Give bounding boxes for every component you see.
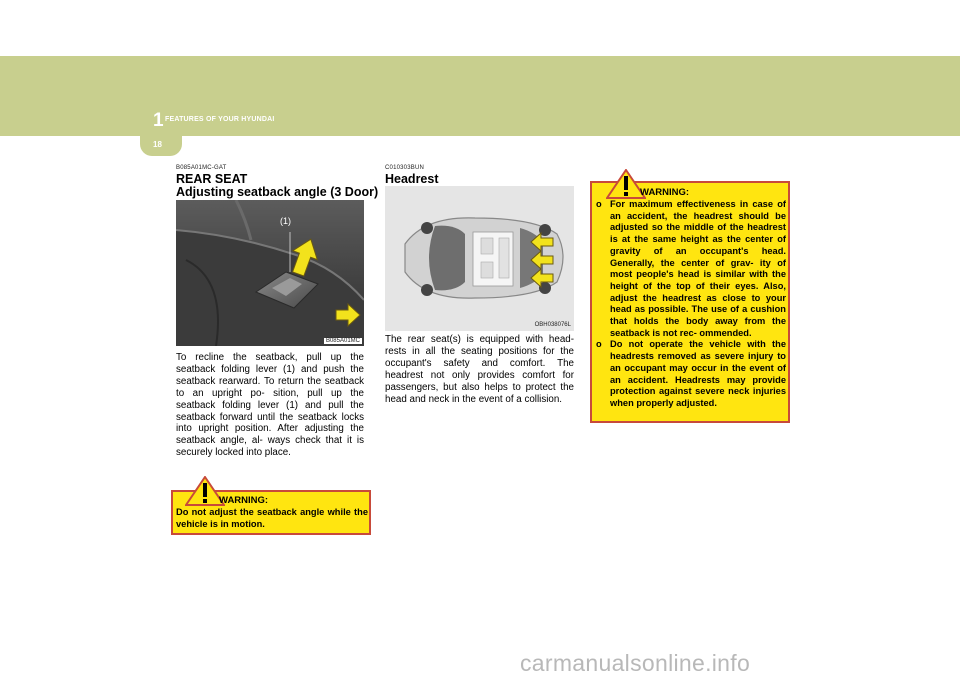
warning-bullet: o <box>596 339 602 350</box>
section-code: C010303BUN <box>385 165 425 171</box>
header-band <box>0 56 960 136</box>
seatback-instructions: To recline the seatback, pull up the seatback folding lever (1) and push the seatback rearward. To return the seatback to an upright po- sition, pull up the seatback folding lever (1) and pull the seatback forward until the seatback locks into upright position. After adjusting the seatback angle, al- ways check that it is securely locked into place. <box>176 352 364 459</box>
section-title: REAR SEAT <box>176 172 248 186</box>
chapter-title: FEATURES OF YOUR HYUNDAI <box>165 116 275 123</box>
image-caption: OBH038076L <box>534 322 571 328</box>
warning-title: WARNING: <box>640 187 690 198</box>
car-topview-illustration <box>385 186 574 331</box>
warning-text: Do not adjust the seatback angle while the vehicle is in motion. <box>176 507 368 529</box>
warning-item-text: Do not operate the vehicle with the headrests removed as severe injury to an occupant may occur in the event of an accident. Headrests may provide protection against severe neck injuries when properly adjusted. <box>610 339 786 408</box>
warning-item <box>594 199 786 339</box>
section-code: B085A01MC-GAT <box>176 165 227 171</box>
headrest-warning-box <box>590 181 790 423</box>
headrest-diagram <box>385 186 574 331</box>
warning-item-text: For maximum effectiveness in case of an accident, the headrest should be adjusted so the middle of the headrest is at the same height as the center of gravity of an occupant's head. Generally, the center of grav- ity of most people's head is similar with the height of the top of their eyes. Also, adjust the headrest as close to your head as possible. The use of a cushion that holds the body away from the seatback is not rec- ommended. <box>610 199 786 338</box>
image-caption: B085A01MC <box>325 338 360 344</box>
lever-label: (1) <box>280 216 291 226</box>
section-title: Headrest <box>385 172 439 186</box>
seatback-illustration <box>176 200 364 346</box>
headrest-description: The rear seat(s) is equipped with head- rests in all the seating positions for the occupant's safety and comfort. The headrest not only provides comfort for passengers, but also helps to protect the head and neck in the event of a collision. <box>385 334 574 405</box>
chapter-number: 1 <box>153 110 164 131</box>
warning-item <box>594 339 786 409</box>
watermark: carmanualsonline.info <box>520 650 751 676</box>
warning-title: WARNING: <box>219 495 269 506</box>
warning-bullet: o <box>596 199 602 209</box>
section-subtitle: Adjusting seatback angle (3 Door) <box>176 185 379 199</box>
seatback-photo <box>176 200 364 346</box>
seatback-warning-box <box>171 490 371 535</box>
page-number: 18 <box>153 140 162 149</box>
warning-list <box>594 199 786 410</box>
